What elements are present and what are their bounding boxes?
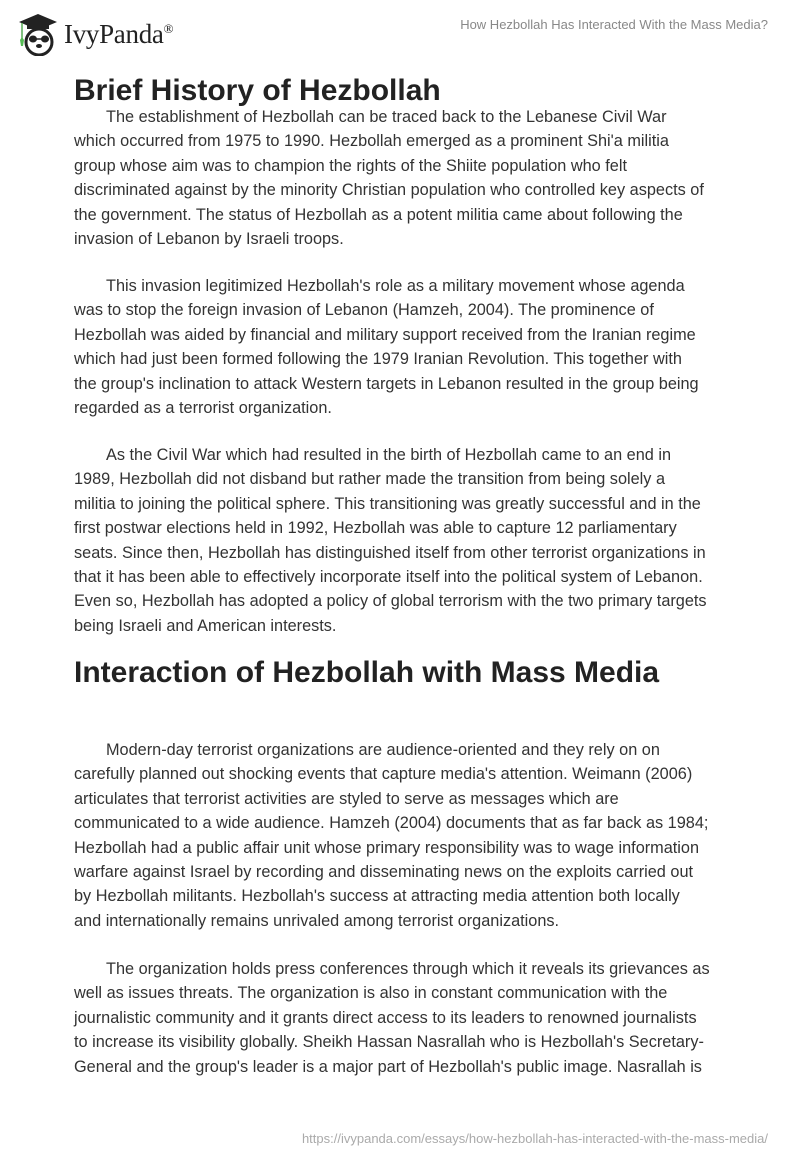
section-heading: Brief History of Hezbollah bbox=[74, 74, 441, 107]
text-line: to increase its visibility globally. Sheikh Hassan Nasrallah who is Hezbollah's Secretary- bbox=[74, 1033, 704, 1052]
section-heading: Interaction of Hezbollah with Mass Media bbox=[74, 656, 660, 689]
text-line: well as issues threats. The organization is also in constant communication with the bbox=[74, 984, 668, 1003]
paragraph bbox=[74, 274, 699, 420]
document-title: How Hezbollah Has Interacted With the Mass Media? bbox=[460, 17, 768, 32]
text-line: Even so, Hezbollah has adopted a policy of global terrorism with the two primary targets bbox=[74, 592, 707, 611]
text-line: by Hezbollah militants. Hezbollah's success at attracting media attention both locally bbox=[74, 887, 680, 906]
text-line: discriminated against by the minority Christian population who controlled key aspects of bbox=[74, 181, 704, 200]
paragraph bbox=[74, 738, 708, 933]
text-line: carefully planned out shocking events that capture media's attention. Weimann (2006) bbox=[74, 765, 693, 784]
text-line: journalistic community and it grants direct access to its leaders to renowned journalists bbox=[74, 1008, 697, 1027]
text-line: the government. The status of Hezbollah as a potent militia came about following the bbox=[74, 205, 683, 224]
panda-graduate-icon bbox=[18, 12, 58, 56]
text-line: regarded as a terrorist organization. bbox=[74, 399, 332, 418]
text-line: The organization holds press conferences through which it reveals its grievances as bbox=[106, 960, 710, 978]
text-line: being Israeli and American interests. bbox=[74, 616, 337, 635]
text-line: warfare against Israel by recording and disseminating news on the exploits carried out bbox=[74, 863, 694, 882]
text-line: was to stop the foreign invasion of Lebanon (Hamzeh, 2004). The prominence of bbox=[74, 301, 654, 320]
paragraph bbox=[74, 957, 710, 1079]
text-line: militia to joining the political sphere. This transitioning was greatly successful and in the bbox=[74, 494, 701, 513]
text-line: the group's inclination to attack Western targets in Lebanon resulted in the group being bbox=[74, 374, 699, 393]
text-line: The establishment of Hezbollah can be traced back to the Lebanese Civil War bbox=[106, 108, 667, 126]
paragraph bbox=[74, 443, 707, 638]
paragraph bbox=[74, 105, 704, 251]
text-line: Hezbollah was aided by financial and military support received from the Iranian regime bbox=[74, 325, 696, 344]
text-line: that it has been able to effectively incorporate itself into the political system of Lebanon. bbox=[74, 568, 703, 587]
text-line: Modern-day terrorist organizations are audience-oriented and they rely on on bbox=[106, 741, 660, 759]
text-line: which had just been formed following the 1979 Iranian Revolution. This together with bbox=[74, 350, 682, 369]
text-line: seats. Since then, Hezbollah has distinguished itself from other terrorist organizations in bbox=[74, 543, 706, 562]
text-line: As the Civil War which had resulted in the birth of Hezbollah came to an end in bbox=[106, 446, 672, 464]
text-line: group whose aim was to champion the rights of the Shiite population who felt bbox=[74, 156, 627, 175]
text-line: first postwar elections held in 1992, Hezbollah was able to capture 12 parliamentary bbox=[74, 519, 677, 538]
text-line: which occurred from 1975 to 1990. Hezbollah emerged as a prominent Shi'a militia bbox=[74, 132, 669, 151]
source-url-link[interactable]: https://ivypanda.com/essays/how-hezbollah-has-interacted-with-the-mass-media/ bbox=[301, 1131, 768, 1146]
text-line: invasion of Lebanon by Israeli troops. bbox=[74, 230, 344, 249]
text-line: 1989, Hezbollah did not disband but rather made the transition from being solely a bbox=[74, 470, 666, 489]
text-line: Hezbollah had a public affair unit whose primary responsibility was to wage information bbox=[74, 838, 700, 857]
text-line: and internationally remains unrivaled among terrorist organizations. bbox=[74, 911, 560, 930]
text-line: communicated to a wide audience. Hamzeh (2004) documents that as far back as 1984; bbox=[74, 814, 709, 833]
logo-text: IvyPanda® bbox=[64, 18, 174, 49]
text-line: General and the group's leader is a major part of Hezbollah's public image. Nasrallah is bbox=[74, 1057, 702, 1076]
ivypanda-logo[interactable] bbox=[18, 12, 173, 56]
text-line: articulates that terrorist activities are styled to serve as messages which are bbox=[74, 789, 619, 808]
text-line: This invasion legitimized Hezbollah's role as a military movement whose agenda bbox=[106, 277, 685, 295]
